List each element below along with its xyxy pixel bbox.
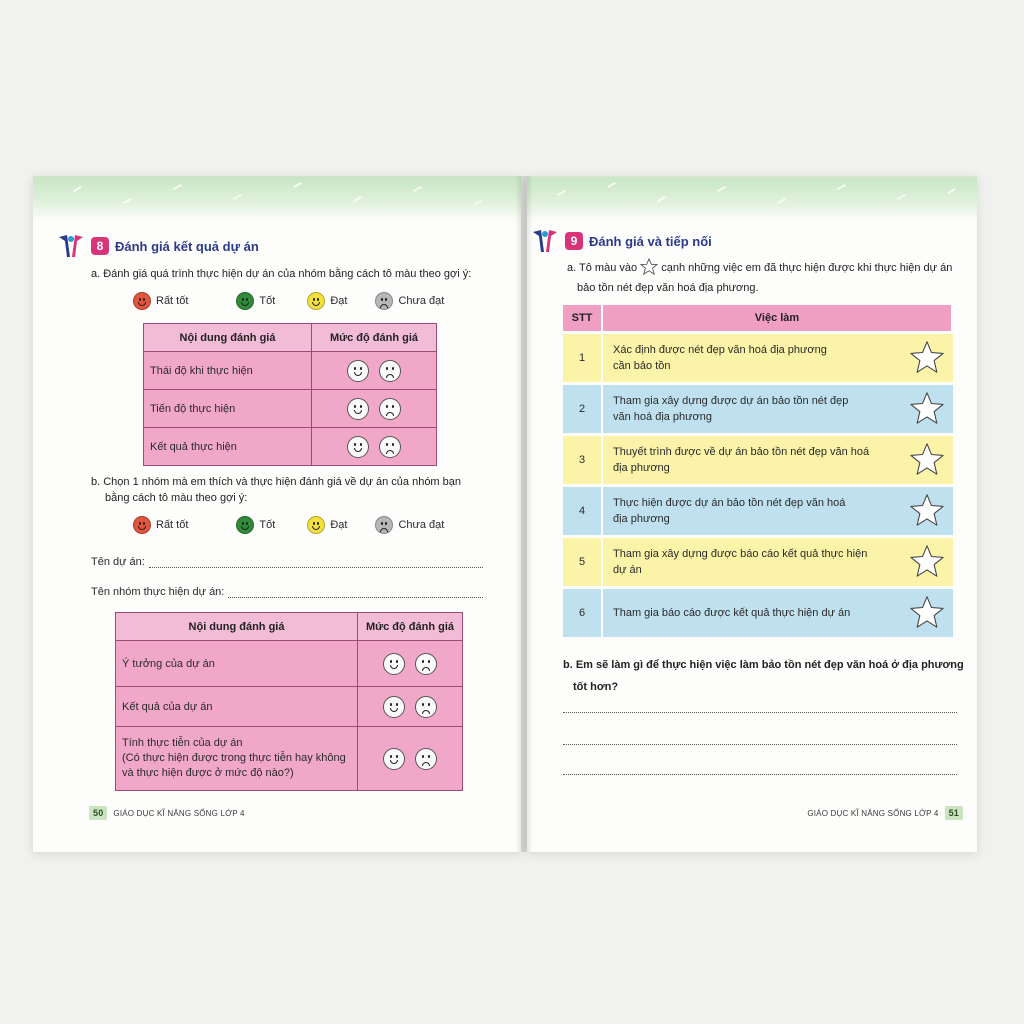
- field-label: Tên nhóm thực hiện dự án:: [91, 586, 225, 598]
- legend-label: Đạt: [330, 295, 348, 307]
- legend-a: [133, 292, 462, 310]
- legend-label: Chưa đạt: [398, 295, 445, 307]
- question-b-line: tốt hơn?: [573, 681, 619, 693]
- legend-item-very-good: [133, 516, 188, 534]
- table-header: Mức độ đánh giá: [312, 324, 437, 352]
- answer-line[interactable]: [228, 588, 483, 598]
- legend-item-good: [236, 516, 275, 534]
- question-a: [567, 258, 967, 298]
- rating-cell[interactable]: [312, 428, 437, 466]
- task-text: văn hoá địa phương: [613, 411, 712, 423]
- legend-label: Tốt: [259, 519, 276, 531]
- page-footer: [807, 806, 963, 820]
- row-number: 1: [563, 334, 603, 382]
- legend-item-good: [236, 292, 275, 310]
- criteria-cell: [116, 727, 358, 791]
- task-text: địa phương: [613, 462, 670, 474]
- star-cell[interactable]: [901, 487, 953, 535]
- question-b: [91, 474, 511, 506]
- task-cell: [603, 487, 901, 535]
- rating-cell[interactable]: [358, 641, 463, 687]
- star-cell[interactable]: [901, 334, 953, 382]
- rating-cell[interactable]: [312, 390, 437, 428]
- answer-line[interactable]: [149, 558, 483, 568]
- section-number: 8: [91, 237, 109, 255]
- task-text: cần bảo tồn: [613, 360, 671, 372]
- frown-face-icon: [375, 516, 393, 534]
- table-row: [116, 687, 463, 727]
- smile-face-icon: [133, 516, 151, 534]
- question-text: a. Tô màu vào: [567, 262, 638, 274]
- tasks-table: [563, 302, 953, 640]
- task-text: Tham gia xây dựng được dự án bảo tồn nét đẹp: [613, 395, 849, 407]
- question-b-line: bằng cách tô màu theo gợi ý:: [105, 492, 248, 504]
- star-cell[interactable]: [901, 436, 953, 484]
- criteria-text: và thực hiện được ở mức độ nào?): [122, 767, 294, 779]
- frown-face-icon: [375, 292, 393, 310]
- criteria-text: (Có thực hiện được trong thực tiễn hay không: [122, 752, 346, 764]
- table-row: [144, 352, 437, 390]
- answer-line[interactable]: [563, 744, 957, 745]
- right-page: [527, 176, 977, 852]
- legend-item-pass: [307, 516, 347, 534]
- legend-item-not-pass: [375, 292, 444, 310]
- book-title: GIÁO DỤC KĨ NĂNG SỐNG LỚP 4: [113, 808, 245, 818]
- task-cell: [603, 436, 901, 484]
- row-number: 5: [563, 538, 603, 586]
- smile-face-icon: [307, 516, 325, 534]
- table-row: [563, 334, 953, 382]
- legend-label: Rất tốt: [156, 295, 189, 307]
- section-title: Đánh giá và tiếp nối: [589, 233, 712, 249]
- star-icon[interactable]: [909, 442, 945, 476]
- answer-line[interactable]: [563, 712, 957, 713]
- task-text: dự án: [613, 564, 642, 576]
- page-header-band: [527, 178, 977, 222]
- task-text: Thuyết trình được về dự án bảo tồn nét đẹp văn hoá: [613, 446, 870, 458]
- frown-face-icon[interactable]: [379, 398, 401, 420]
- evaluation-table-a: [143, 323, 437, 466]
- frown-face-icon[interactable]: [379, 436, 401, 458]
- question-a: a. Đánh giá quá trình thực hiện dự án của nhóm bằng cách tô màu theo gợi ý:: [91, 268, 472, 280]
- page-number: 51: [945, 806, 963, 820]
- question-text: cạnh những việc em đã thực hiện được khi thực hiện dự án: [661, 262, 953, 274]
- star-cell[interactable]: [901, 589, 953, 637]
- question-b-line: b. Em sẽ làm gì để thực hiện việc làm bảo tồn nét đẹp văn hoá ở địa phương: [563, 659, 964, 671]
- task-cell: [603, 334, 901, 382]
- table-row: [116, 727, 463, 791]
- table-row: [563, 538, 953, 586]
- question-b: [563, 654, 973, 698]
- task-text: Tham gia xây dựng được báo cáo kết quả thực hiện: [613, 548, 868, 560]
- section-8-heading: [57, 233, 259, 259]
- section-9-heading: [531, 228, 712, 254]
- question-a-line: [567, 258, 967, 278]
- star-icon[interactable]: [909, 595, 945, 629]
- task-cell: [603, 589, 901, 637]
- task-cell: [603, 538, 901, 586]
- rating-cell[interactable]: [358, 687, 463, 727]
- table-row: [563, 487, 953, 535]
- criteria-cell: Kết quả thực hiện: [144, 428, 312, 466]
- table-row: [116, 641, 463, 687]
- legend-item-very-good: [133, 292, 188, 310]
- smile-face-icon[interactable]: [347, 398, 369, 420]
- section-number: 9: [565, 232, 583, 250]
- compass-logo-icon: [531, 228, 559, 254]
- legend-label: Chưa đạt: [398, 519, 445, 531]
- star-cell[interactable]: [901, 385, 953, 433]
- criteria-cell: Tiến độ thực hiện: [144, 390, 312, 428]
- row-number: 6: [563, 589, 603, 637]
- star-cell[interactable]: [901, 538, 953, 586]
- criteria-cell: Thái độ khi thực hiện: [144, 352, 312, 390]
- frown-face-icon[interactable]: [415, 653, 437, 675]
- star-icon[interactable]: [909, 493, 945, 527]
- question-a-line: bảo tồn nét đẹp văn hoá địa phương.: [577, 282, 759, 294]
- table-row: [563, 436, 953, 484]
- criteria-text: Tính thực tiễn của dự án: [122, 737, 243, 749]
- table-header: Nội dung đánh giá: [144, 324, 312, 352]
- legend-item-pass: [307, 292, 347, 310]
- star-icon[interactable]: [909, 391, 945, 425]
- criteria-text: Kết quả của dự án: [122, 700, 213, 713]
- book-title: GIÁO DỤC KĨ NĂNG SỐNG LỚP 4: [807, 808, 939, 818]
- rating-cell[interactable]: [312, 352, 437, 390]
- star-icon[interactable]: [909, 340, 945, 374]
- left-page: [33, 176, 521, 852]
- team-name-field[interactable]: [91, 586, 483, 598]
- frown-face-icon[interactable]: [379, 360, 401, 382]
- task-text: Tham gia báo cáo được kết quả thực hiện dự án: [613, 607, 851, 619]
- question-b-line: b. Chọn 1 nhóm mà em thích và thực hiện đánh giá về dự án của nhóm bạn: [91, 476, 462, 488]
- table-header: Mức độ đánh giá: [358, 613, 463, 641]
- page-number: 50: [89, 806, 107, 820]
- rating-cell[interactable]: [358, 727, 463, 791]
- table-row: [563, 589, 953, 637]
- task-cell: [603, 385, 901, 433]
- row-number: 4: [563, 487, 603, 535]
- legend-b: [133, 516, 462, 534]
- frown-face-icon[interactable]: [415, 696, 437, 718]
- section-title: Đánh giá kết quả dự án: [115, 238, 259, 254]
- page-header-band: [33, 178, 521, 222]
- page-footer: [89, 806, 245, 820]
- legend-item-not-pass: [375, 516, 444, 534]
- legend-label: Rất tốt: [156, 519, 189, 531]
- criteria-cell: [116, 687, 358, 727]
- task-text: Thực hiện được dự án bảo tồn nét đẹp văn hoá: [613, 497, 846, 509]
- table-header: Nội dung đánh giá: [116, 613, 358, 641]
- criteria-text: Ý tưởng của dự án: [122, 657, 215, 670]
- table-header: Việc làm: [603, 305, 953, 331]
- smile-face-icon[interactable]: [383, 653, 405, 675]
- frown-face-icon[interactable]: [415, 748, 437, 770]
- smile-face-icon: [236, 292, 254, 310]
- task-text: Xác định được nét đẹp văn hoá địa phương: [613, 344, 827, 356]
- smile-face-icon: [133, 292, 151, 310]
- smile-face-icon[interactable]: [347, 360, 369, 382]
- evaluation-table-b: [115, 612, 463, 791]
- legend-label: Tốt: [259, 295, 276, 307]
- smile-face-icon[interactable]: [383, 748, 405, 770]
- legend-label: Đạt: [330, 519, 348, 531]
- smile-face-icon[interactable]: [347, 436, 369, 458]
- criteria-cell: [116, 641, 358, 687]
- answer-line[interactable]: [563, 774, 957, 775]
- table-row: [144, 390, 437, 428]
- table-header: STT: [563, 305, 603, 331]
- project-name-field[interactable]: [91, 556, 483, 568]
- field-label: Tên dự án:: [91, 556, 145, 568]
- star-icon[interactable]: [909, 544, 945, 578]
- table-row: [144, 428, 437, 466]
- table-row: [563, 385, 953, 433]
- compass-logo-icon: [57, 233, 85, 259]
- smile-face-icon[interactable]: [383, 696, 405, 718]
- row-number: 3: [563, 436, 603, 484]
- task-text: địa phương: [613, 513, 670, 525]
- smile-face-icon: [236, 516, 254, 534]
- smile-face-icon: [307, 292, 325, 310]
- row-number: 2: [563, 385, 603, 433]
- star-icon: [640, 258, 658, 275]
